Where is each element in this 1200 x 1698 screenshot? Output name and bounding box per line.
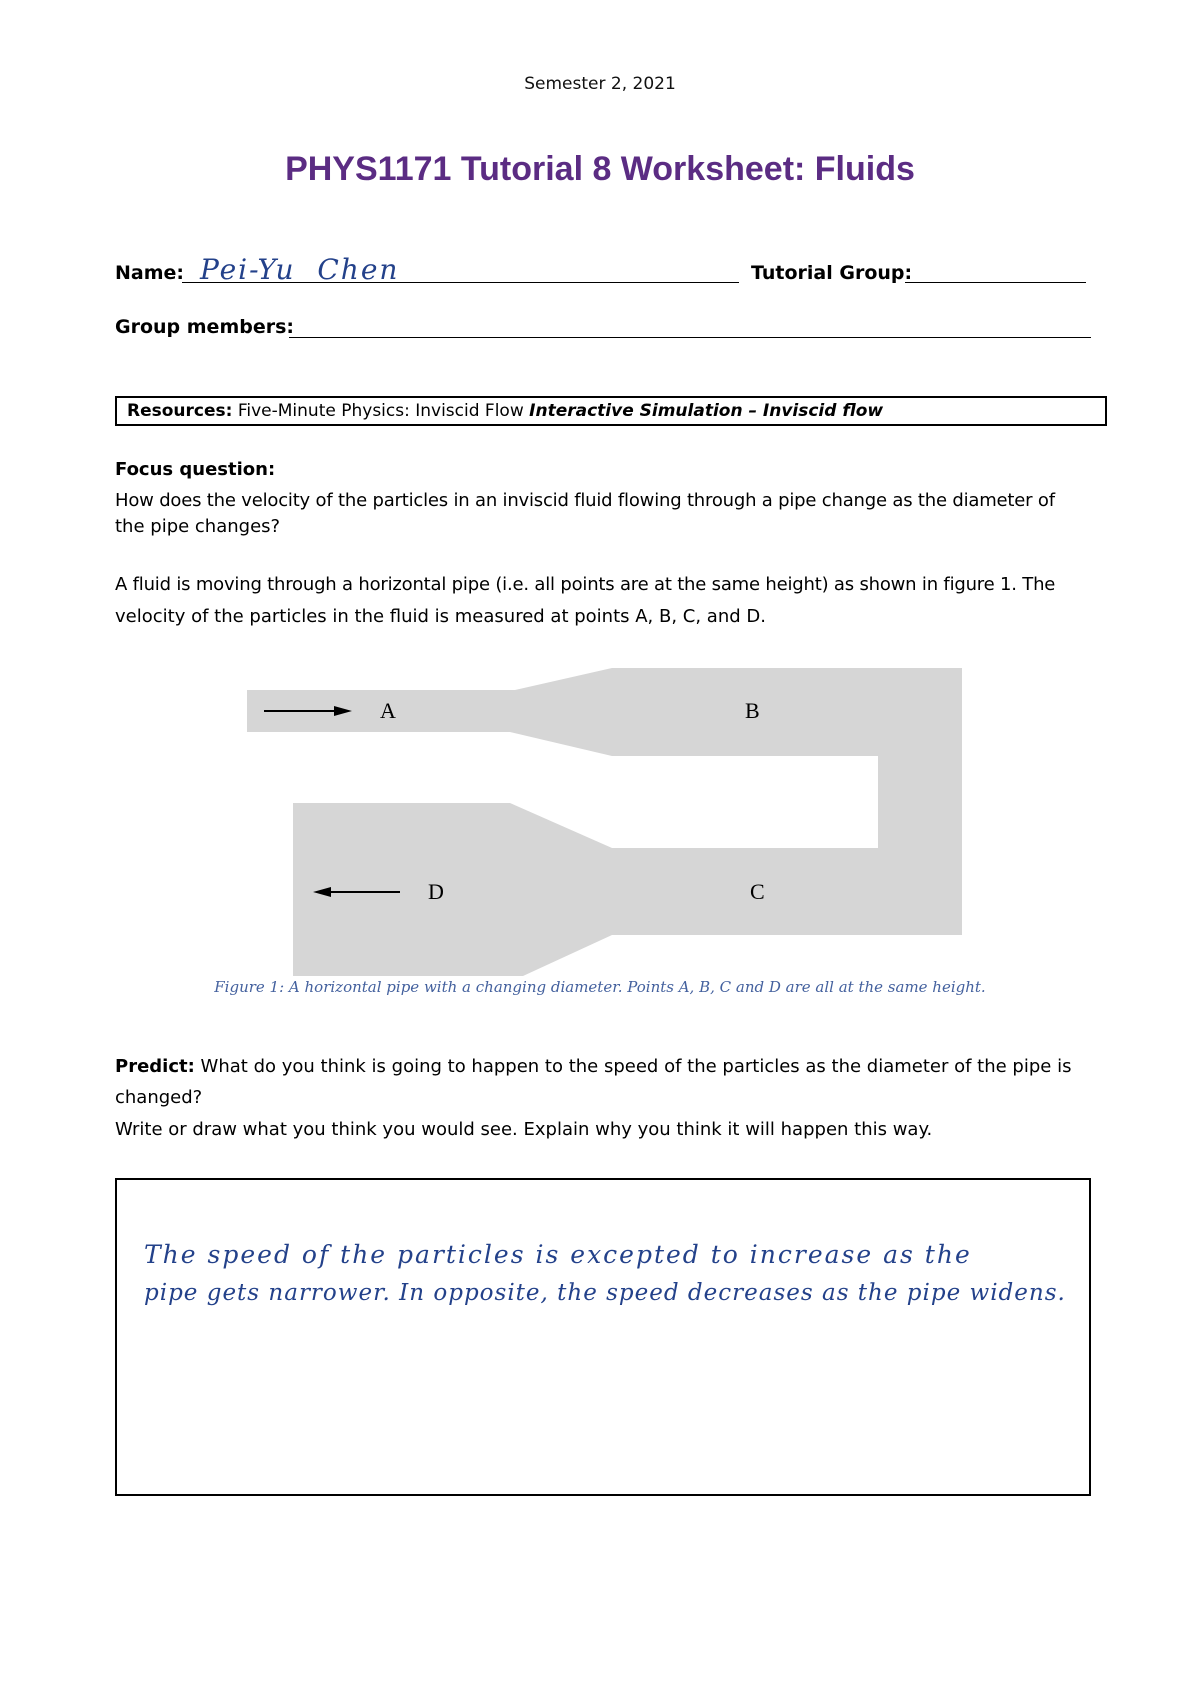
point-b-label: B xyxy=(745,698,760,723)
resources-label: Resources: xyxy=(127,401,233,421)
point-c-label: C xyxy=(750,879,765,904)
tutorial-group-label: Tutorial Group: xyxy=(751,262,913,284)
group-members-label: Group members: xyxy=(115,316,295,338)
resources-text: Five-Minute Physics: Inviscid Flow xyxy=(237,401,524,421)
semester-header: Semester 2, 2021 xyxy=(524,74,676,94)
answer-box[interactable] xyxy=(115,1178,1091,1496)
pipe-shape xyxy=(247,668,962,976)
predict-question: What do you think is going to happen to the speed of the particles as the diameter of the pipe is xyxy=(200,1056,1072,1077)
predict-line-1 xyxy=(115,1054,1071,1080)
predict-line-2: changed? xyxy=(115,1087,203,1108)
figure-caption: Figure 1: A horizontal pipe with a changing diameter. Points A, B, C and D are all at the same height. xyxy=(214,978,986,996)
predict-line-3: Write or draw what you think you would see. Explain why you think it will happen this way. xyxy=(115,1119,933,1140)
predict-label: Predict: xyxy=(115,1056,195,1077)
point-a-label: A xyxy=(380,698,396,723)
focus-question-label: Focus question: xyxy=(115,459,276,480)
focus-question-line-1: How does the velocity of the particles in an inviscid fluid flowing through a pipe change as the diameter of xyxy=(115,490,1055,511)
focus-question-line-2: the pipe changes? xyxy=(115,516,281,537)
resources-link[interactable]: Interactive Simulation – Inviscid flow xyxy=(529,401,884,421)
name-value: Pei-Yu Chen xyxy=(200,253,400,286)
answer-line-1: The speed of the particles is excepted to increase as the xyxy=(144,1240,972,1269)
intro-line-2: velocity of the particles in the fluid is measured at points A, B, C, and D. xyxy=(115,606,766,627)
point-d-label: D xyxy=(428,879,444,904)
intro-line-1: A fluid is moving through a horizontal pipe (i.e. all points are at the same height) as shown in figure 1. The xyxy=(115,574,1056,595)
name-label: Name: xyxy=(115,262,185,284)
page-title: PHYS1171 Tutorial 8 Worksheet: Fluids xyxy=(285,150,915,188)
answer-line-2: pipe gets narrower. In opposite, the speed decreases as the pipe widens. xyxy=(144,1280,1066,1306)
